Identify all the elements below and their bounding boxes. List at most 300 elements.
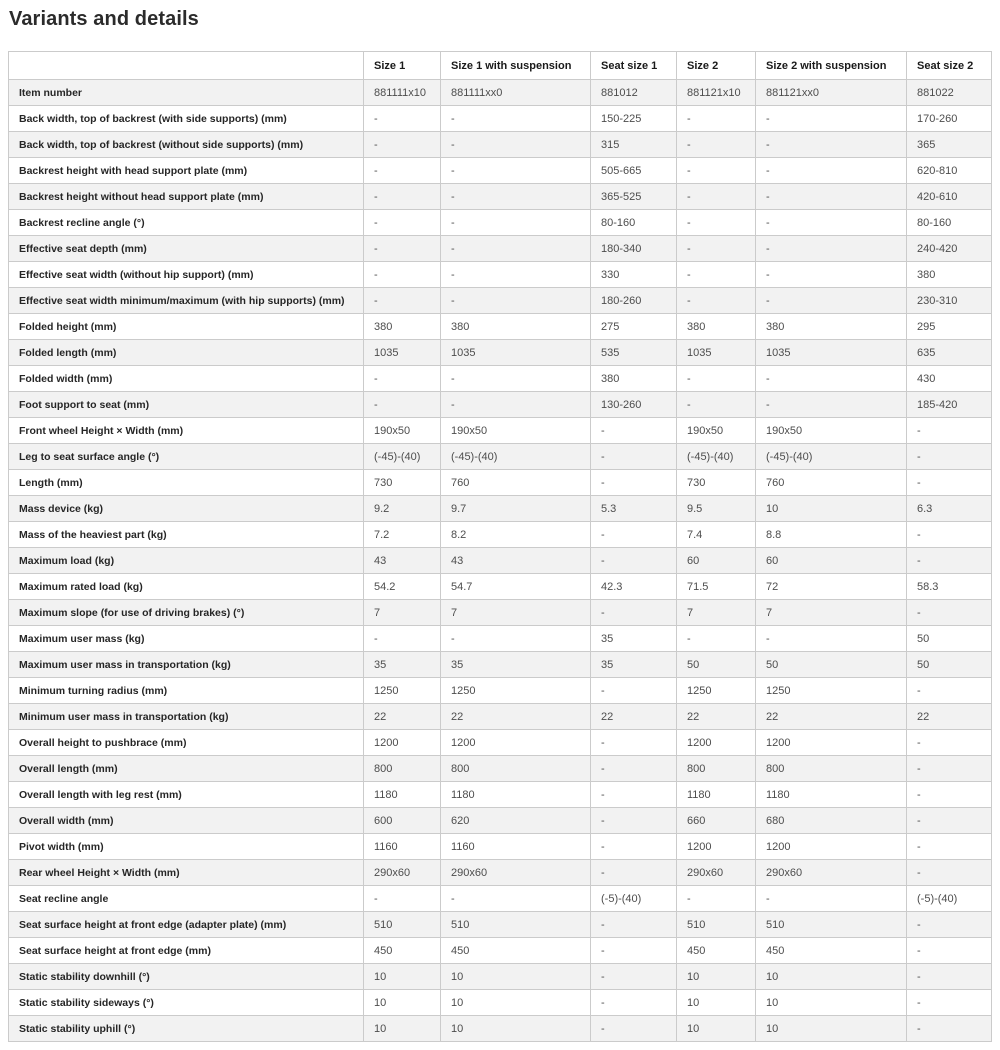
row-label: Maximum load (kg): [9, 548, 364, 574]
row-label: Static stability sideways (°): [9, 990, 364, 1016]
table-cell: -: [907, 444, 992, 470]
row-label: Back width, top of backrest (without side supports) (mm): [9, 132, 364, 158]
table-row: [9, 730, 992, 756]
row-label: Maximum user mass in transportation (kg): [9, 652, 364, 678]
row-label: Foot support to seat (mm): [9, 392, 364, 418]
table-cell: 275: [591, 314, 677, 340]
table-row: [9, 418, 992, 444]
table-cell: 730: [677, 470, 756, 496]
row-label: Pivot width (mm): [9, 834, 364, 860]
table-cell: -: [364, 626, 441, 652]
table-cell: 50: [677, 652, 756, 678]
table-cell: -: [441, 158, 591, 184]
table-row: [9, 652, 992, 678]
row-label: Folded length (mm): [9, 340, 364, 366]
table-cell: 380: [907, 262, 992, 288]
table-cell: -: [364, 288, 441, 314]
row-label: Overall length (mm): [9, 756, 364, 782]
table-cell: 5.3: [591, 496, 677, 522]
table-cell: -: [591, 444, 677, 470]
table-cell: 881111xx0: [441, 80, 591, 106]
table-cell: 1035: [441, 340, 591, 366]
table-cell: -: [364, 392, 441, 418]
table-cell: 10: [756, 964, 907, 990]
table-cell: 43: [364, 548, 441, 574]
table-cell: 1200: [756, 730, 907, 756]
table-cell: -: [591, 756, 677, 782]
table-cell: -: [364, 210, 441, 236]
table-cell: -: [907, 990, 992, 1016]
row-label: Effective seat width (without hip support) (mm): [9, 262, 364, 288]
table-cell: 240-420: [907, 236, 992, 262]
table-cell: 1200: [756, 834, 907, 860]
table-cell: (-45)-(40): [756, 444, 907, 470]
table-cell: 190x50: [756, 418, 907, 444]
row-label: Seat surface height at front edge (adapter plate) (mm): [9, 912, 364, 938]
table-cell: 10: [756, 1016, 907, 1042]
table-cell: (-45)-(40): [364, 444, 441, 470]
row-label: Mass device (kg): [9, 496, 364, 522]
row-label: Backrest height without head support plate (mm): [9, 184, 364, 210]
table-cell: 380: [441, 314, 591, 340]
table-cell: -: [591, 834, 677, 860]
table-cell: 50: [907, 652, 992, 678]
table-row: [9, 314, 992, 340]
table-cell: -: [591, 548, 677, 574]
table-cell: 1035: [677, 340, 756, 366]
table-cell: 80-160: [591, 210, 677, 236]
table-cell: 1160: [441, 834, 591, 860]
row-label: Static stability downhill (°): [9, 964, 364, 990]
table-row: [9, 834, 992, 860]
table-cell: (-5)-(40): [907, 886, 992, 912]
table-cell: -: [441, 262, 591, 288]
table-cell: 10: [756, 496, 907, 522]
table-cell: 760: [441, 470, 591, 496]
table-row: [9, 236, 992, 262]
table-cell: 290x60: [364, 860, 441, 886]
table-cell: -: [756, 262, 907, 288]
table-cell: -: [591, 912, 677, 938]
table-row: [9, 1016, 992, 1042]
table-cell: 800: [756, 756, 907, 782]
table-cell: 150-225: [591, 106, 677, 132]
table-row: [9, 704, 992, 730]
table-cell: 180-260: [591, 288, 677, 314]
table-cell: 1180: [677, 782, 756, 808]
table-cell: 22: [591, 704, 677, 730]
column-header: Size 2: [677, 52, 756, 80]
table-cell: -: [591, 522, 677, 548]
table-cell: (-5)-(40): [591, 886, 677, 912]
table-cell: -: [677, 392, 756, 418]
table-cell: -: [907, 808, 992, 834]
table-cell: -: [907, 938, 992, 964]
table-cell: 9.2: [364, 496, 441, 522]
table-cell: 380: [364, 314, 441, 340]
row-label: Maximum slope (for use of driving brakes) (°): [9, 600, 364, 626]
table-cell: -: [591, 990, 677, 1016]
table-row: [9, 340, 992, 366]
column-header: Seat size 1: [591, 52, 677, 80]
table-cell: 60: [756, 548, 907, 574]
table-cell: -: [441, 392, 591, 418]
table-cell: 6.3: [907, 496, 992, 522]
table-cell: 35: [591, 626, 677, 652]
table-cell: 42.3: [591, 574, 677, 600]
table-cell: -: [756, 106, 907, 132]
table-cell: 365-525: [591, 184, 677, 210]
table-cell: 1180: [756, 782, 907, 808]
table-row: [9, 678, 992, 704]
table-cell: 35: [364, 652, 441, 678]
table-row: [9, 262, 992, 288]
table-cell: 7.2: [364, 522, 441, 548]
row-label: Overall length with leg rest (mm): [9, 782, 364, 808]
table-cell: 7: [441, 600, 591, 626]
table-cell: -: [591, 470, 677, 496]
table-cell: 800: [364, 756, 441, 782]
table-cell: -: [907, 1016, 992, 1042]
table-cell: 1200: [364, 730, 441, 756]
table-row: [9, 600, 992, 626]
table-cell: -: [677, 106, 756, 132]
table-cell: -: [591, 678, 677, 704]
table-cell: 505-665: [591, 158, 677, 184]
table-cell: -: [677, 132, 756, 158]
table-cell: -: [591, 860, 677, 886]
table-cell: -: [441, 236, 591, 262]
table-row: [9, 470, 992, 496]
table-cell: -: [677, 158, 756, 184]
table-cell: 9.7: [441, 496, 591, 522]
table-cell: 1250: [677, 678, 756, 704]
row-label: Maximum rated load (kg): [9, 574, 364, 600]
table-cell: 510: [441, 912, 591, 938]
table-cell: (-45)-(40): [677, 444, 756, 470]
table-cell: 380: [756, 314, 907, 340]
table-cell: 1200: [677, 834, 756, 860]
table-cell: -: [591, 938, 677, 964]
table-cell: -: [677, 366, 756, 392]
table-cell: 1250: [441, 678, 591, 704]
table-cell: -: [756, 886, 907, 912]
table-cell: 180-340: [591, 236, 677, 262]
table-cell: -: [441, 184, 591, 210]
row-label: Leg to seat surface angle (°): [9, 444, 364, 470]
table-cell: 450: [756, 938, 907, 964]
table-cell: -: [677, 886, 756, 912]
table-cell: 800: [677, 756, 756, 782]
table-cell: -: [591, 418, 677, 444]
table-cell: 1180: [364, 782, 441, 808]
table-cell: 450: [677, 938, 756, 964]
table-cell: 881111x10: [364, 80, 441, 106]
table-cell: 9.5: [677, 496, 756, 522]
row-label: Backrest recline angle (°): [9, 210, 364, 236]
table-cell: 881022: [907, 80, 992, 106]
table-cell: 22: [364, 704, 441, 730]
table-cell: -: [677, 236, 756, 262]
table-cell: 1200: [677, 730, 756, 756]
table-cell: 1250: [756, 678, 907, 704]
table-row: [9, 444, 992, 470]
column-header: Seat size 2: [907, 52, 992, 80]
table-cell: 430: [907, 366, 992, 392]
table-cell: 10: [364, 990, 441, 1016]
table-cell: -: [756, 288, 907, 314]
table-cell: -: [907, 730, 992, 756]
table-cell: 620: [441, 808, 591, 834]
table-cell: -: [441, 132, 591, 158]
table-cell: -: [441, 106, 591, 132]
table-cell: 35: [591, 652, 677, 678]
table-cell: -: [756, 626, 907, 652]
table-cell: -: [441, 626, 591, 652]
row-label: Seat surface height at front edge (mm): [9, 938, 364, 964]
table-cell: 450: [364, 938, 441, 964]
table-cell: 365: [907, 132, 992, 158]
row-label: Mass of the heaviest part (kg): [9, 522, 364, 548]
table-row: [9, 366, 992, 392]
row-label: Overall height to pushbrace (mm): [9, 730, 364, 756]
table-row: [9, 132, 992, 158]
row-label-header: [9, 52, 364, 80]
table-cell: 185-420: [907, 392, 992, 418]
table-cell: 7: [756, 600, 907, 626]
table-row: [9, 158, 992, 184]
table-cell: 10: [441, 964, 591, 990]
table-cell: -: [364, 106, 441, 132]
table-cell: 10: [441, 1016, 591, 1042]
table-row: [9, 938, 992, 964]
table-cell: -: [591, 600, 677, 626]
table-row: [9, 626, 992, 652]
table-cell: 71.5: [677, 574, 756, 600]
table-cell: 80-160: [907, 210, 992, 236]
table-cell: -: [364, 236, 441, 262]
table-row: [9, 808, 992, 834]
table-cell: 290x60: [756, 860, 907, 886]
table-cell: 72: [756, 574, 907, 600]
table-cell: 10: [364, 1016, 441, 1042]
table-cell: 50: [907, 626, 992, 652]
table-cell: -: [677, 184, 756, 210]
table-cell: 330: [591, 262, 677, 288]
table-cell: 680: [756, 808, 907, 834]
table-cell: 10: [441, 990, 591, 1016]
table-cell: -: [756, 132, 907, 158]
table-cell: 1250: [364, 678, 441, 704]
table-cell: 8.8: [756, 522, 907, 548]
variants-table: [8, 51, 992, 1042]
table-row: [9, 210, 992, 236]
column-header: Size 1 with suspension: [441, 52, 591, 80]
table-cell: 295: [907, 314, 992, 340]
row-label: Front wheel Height × Width (mm): [9, 418, 364, 444]
table-row: [9, 782, 992, 808]
table-cell: -: [756, 184, 907, 210]
table-cell: 290x60: [677, 860, 756, 886]
table-cell: 510: [677, 912, 756, 938]
table-cell: 230-310: [907, 288, 992, 314]
table-header-row: [9, 52, 992, 80]
table-cell: -: [677, 210, 756, 236]
table-cell: 10: [677, 1016, 756, 1042]
table-cell: 22: [907, 704, 992, 730]
table-cell: 535: [591, 340, 677, 366]
table-cell: 730: [364, 470, 441, 496]
table-cell: -: [441, 886, 591, 912]
table-cell: 635: [907, 340, 992, 366]
table-cell: 22: [441, 704, 591, 730]
table-cell: -: [591, 730, 677, 756]
table-cell: -: [907, 964, 992, 990]
table-cell: -: [907, 756, 992, 782]
table-cell: -: [907, 678, 992, 704]
table-row: [9, 80, 992, 106]
table-row: [9, 886, 992, 912]
table-cell: 22: [756, 704, 907, 730]
table-cell: 510: [364, 912, 441, 938]
table-cell: -: [756, 236, 907, 262]
table-body: [9, 80, 992, 1042]
row-label: Minimum turning radius (mm): [9, 678, 364, 704]
page-title: Variants and details: [9, 8, 199, 30]
table-cell: 1035: [364, 340, 441, 366]
table-cell: -: [677, 626, 756, 652]
table-cell: 420-610: [907, 184, 992, 210]
table-cell: -: [364, 132, 441, 158]
table-cell: 54.7: [441, 574, 591, 600]
table-cell: 881121x10: [677, 80, 756, 106]
table-cell: -: [591, 1016, 677, 1042]
table-cell: -: [907, 548, 992, 574]
table-cell: -: [677, 288, 756, 314]
table-cell: 1035: [756, 340, 907, 366]
table-cell: 1160: [364, 834, 441, 860]
row-label: Effective seat depth (mm): [9, 236, 364, 262]
table-cell: 43: [441, 548, 591, 574]
row-label: Effective seat width minimum/maximum (with hip supports) (mm): [9, 288, 364, 314]
table-cell: -: [907, 834, 992, 860]
table-cell: 190x50: [364, 418, 441, 444]
table-row: [9, 288, 992, 314]
table-cell: -: [441, 366, 591, 392]
table-cell: 881121xx0: [756, 80, 907, 106]
table-cell: -: [591, 782, 677, 808]
table-cell: 7: [364, 600, 441, 626]
table-cell: 290x60: [441, 860, 591, 886]
table-cell: 1180: [441, 782, 591, 808]
table-cell: -: [364, 158, 441, 184]
table-cell: -: [364, 886, 441, 912]
row-label: Backrest height with head support plate (mm): [9, 158, 364, 184]
table-cell: -: [591, 808, 677, 834]
row-label: Rear wheel Height × Width (mm): [9, 860, 364, 886]
table-cell: 8.2: [441, 522, 591, 548]
table-cell: 450: [441, 938, 591, 964]
table-cell: 190x50: [441, 418, 591, 444]
table-cell: -: [441, 288, 591, 314]
table-cell: 10: [677, 964, 756, 990]
table-cell: (-45)-(40): [441, 444, 591, 470]
table-cell: -: [364, 184, 441, 210]
table-cell: -: [756, 392, 907, 418]
table-cell: 60: [677, 548, 756, 574]
table-row: [9, 574, 992, 600]
table-cell: 54.2: [364, 574, 441, 600]
row-label: Folded width (mm): [9, 366, 364, 392]
row-label: Minimum user mass in transportation (kg): [9, 704, 364, 730]
table-cell: 600: [364, 808, 441, 834]
table-cell: -: [907, 860, 992, 886]
table-row: [9, 106, 992, 132]
table-row: [9, 756, 992, 782]
table-row: [9, 184, 992, 210]
table-cell: -: [907, 522, 992, 548]
table-cell: 170-260: [907, 106, 992, 132]
table-cell: -: [756, 366, 907, 392]
table-cell: 380: [591, 366, 677, 392]
table-cell: -: [756, 158, 907, 184]
row-label: Maximum user mass (kg): [9, 626, 364, 652]
table-cell: 510: [756, 912, 907, 938]
table-cell: 760: [756, 470, 907, 496]
row-label: Folded height (mm): [9, 314, 364, 340]
table-row: [9, 990, 992, 1016]
table-row: [9, 860, 992, 886]
row-label: Item number: [9, 80, 364, 106]
table-cell: -: [907, 470, 992, 496]
column-header: Size 2 with suspension: [756, 52, 907, 80]
table-cell: 620-810: [907, 158, 992, 184]
table-cell: 10: [677, 990, 756, 1016]
table-cell: 315: [591, 132, 677, 158]
table-cell: -: [907, 600, 992, 626]
table-cell: -: [364, 366, 441, 392]
table-cell: -: [907, 418, 992, 444]
table-cell: 660: [677, 808, 756, 834]
table-cell: -: [756, 210, 907, 236]
row-label: Back width, top of backrest (with side supports) (mm): [9, 106, 364, 132]
table-cell: 380: [677, 314, 756, 340]
table-cell: 35: [441, 652, 591, 678]
table-cell: -: [364, 262, 441, 288]
table-cell: 7.4: [677, 522, 756, 548]
table-cell: -: [441, 210, 591, 236]
table-cell: -: [591, 964, 677, 990]
table-cell: 881012: [591, 80, 677, 106]
table-cell: 50: [756, 652, 907, 678]
table-cell: 7: [677, 600, 756, 626]
table-row: [9, 964, 992, 990]
table-cell: 58.3: [907, 574, 992, 600]
row-label: Static stability uphill (°): [9, 1016, 364, 1042]
row-label: Seat recline angle: [9, 886, 364, 912]
table-cell: 190x50: [677, 418, 756, 444]
column-header: Size 1: [364, 52, 441, 80]
table-cell: 130-260: [591, 392, 677, 418]
table-row: [9, 522, 992, 548]
table-row: [9, 912, 992, 938]
table-row: [9, 548, 992, 574]
table-cell: -: [907, 912, 992, 938]
table-row: [9, 392, 992, 418]
table-cell: 1200: [441, 730, 591, 756]
row-label: Overall width (mm): [9, 808, 364, 834]
table-cell: 800: [441, 756, 591, 782]
